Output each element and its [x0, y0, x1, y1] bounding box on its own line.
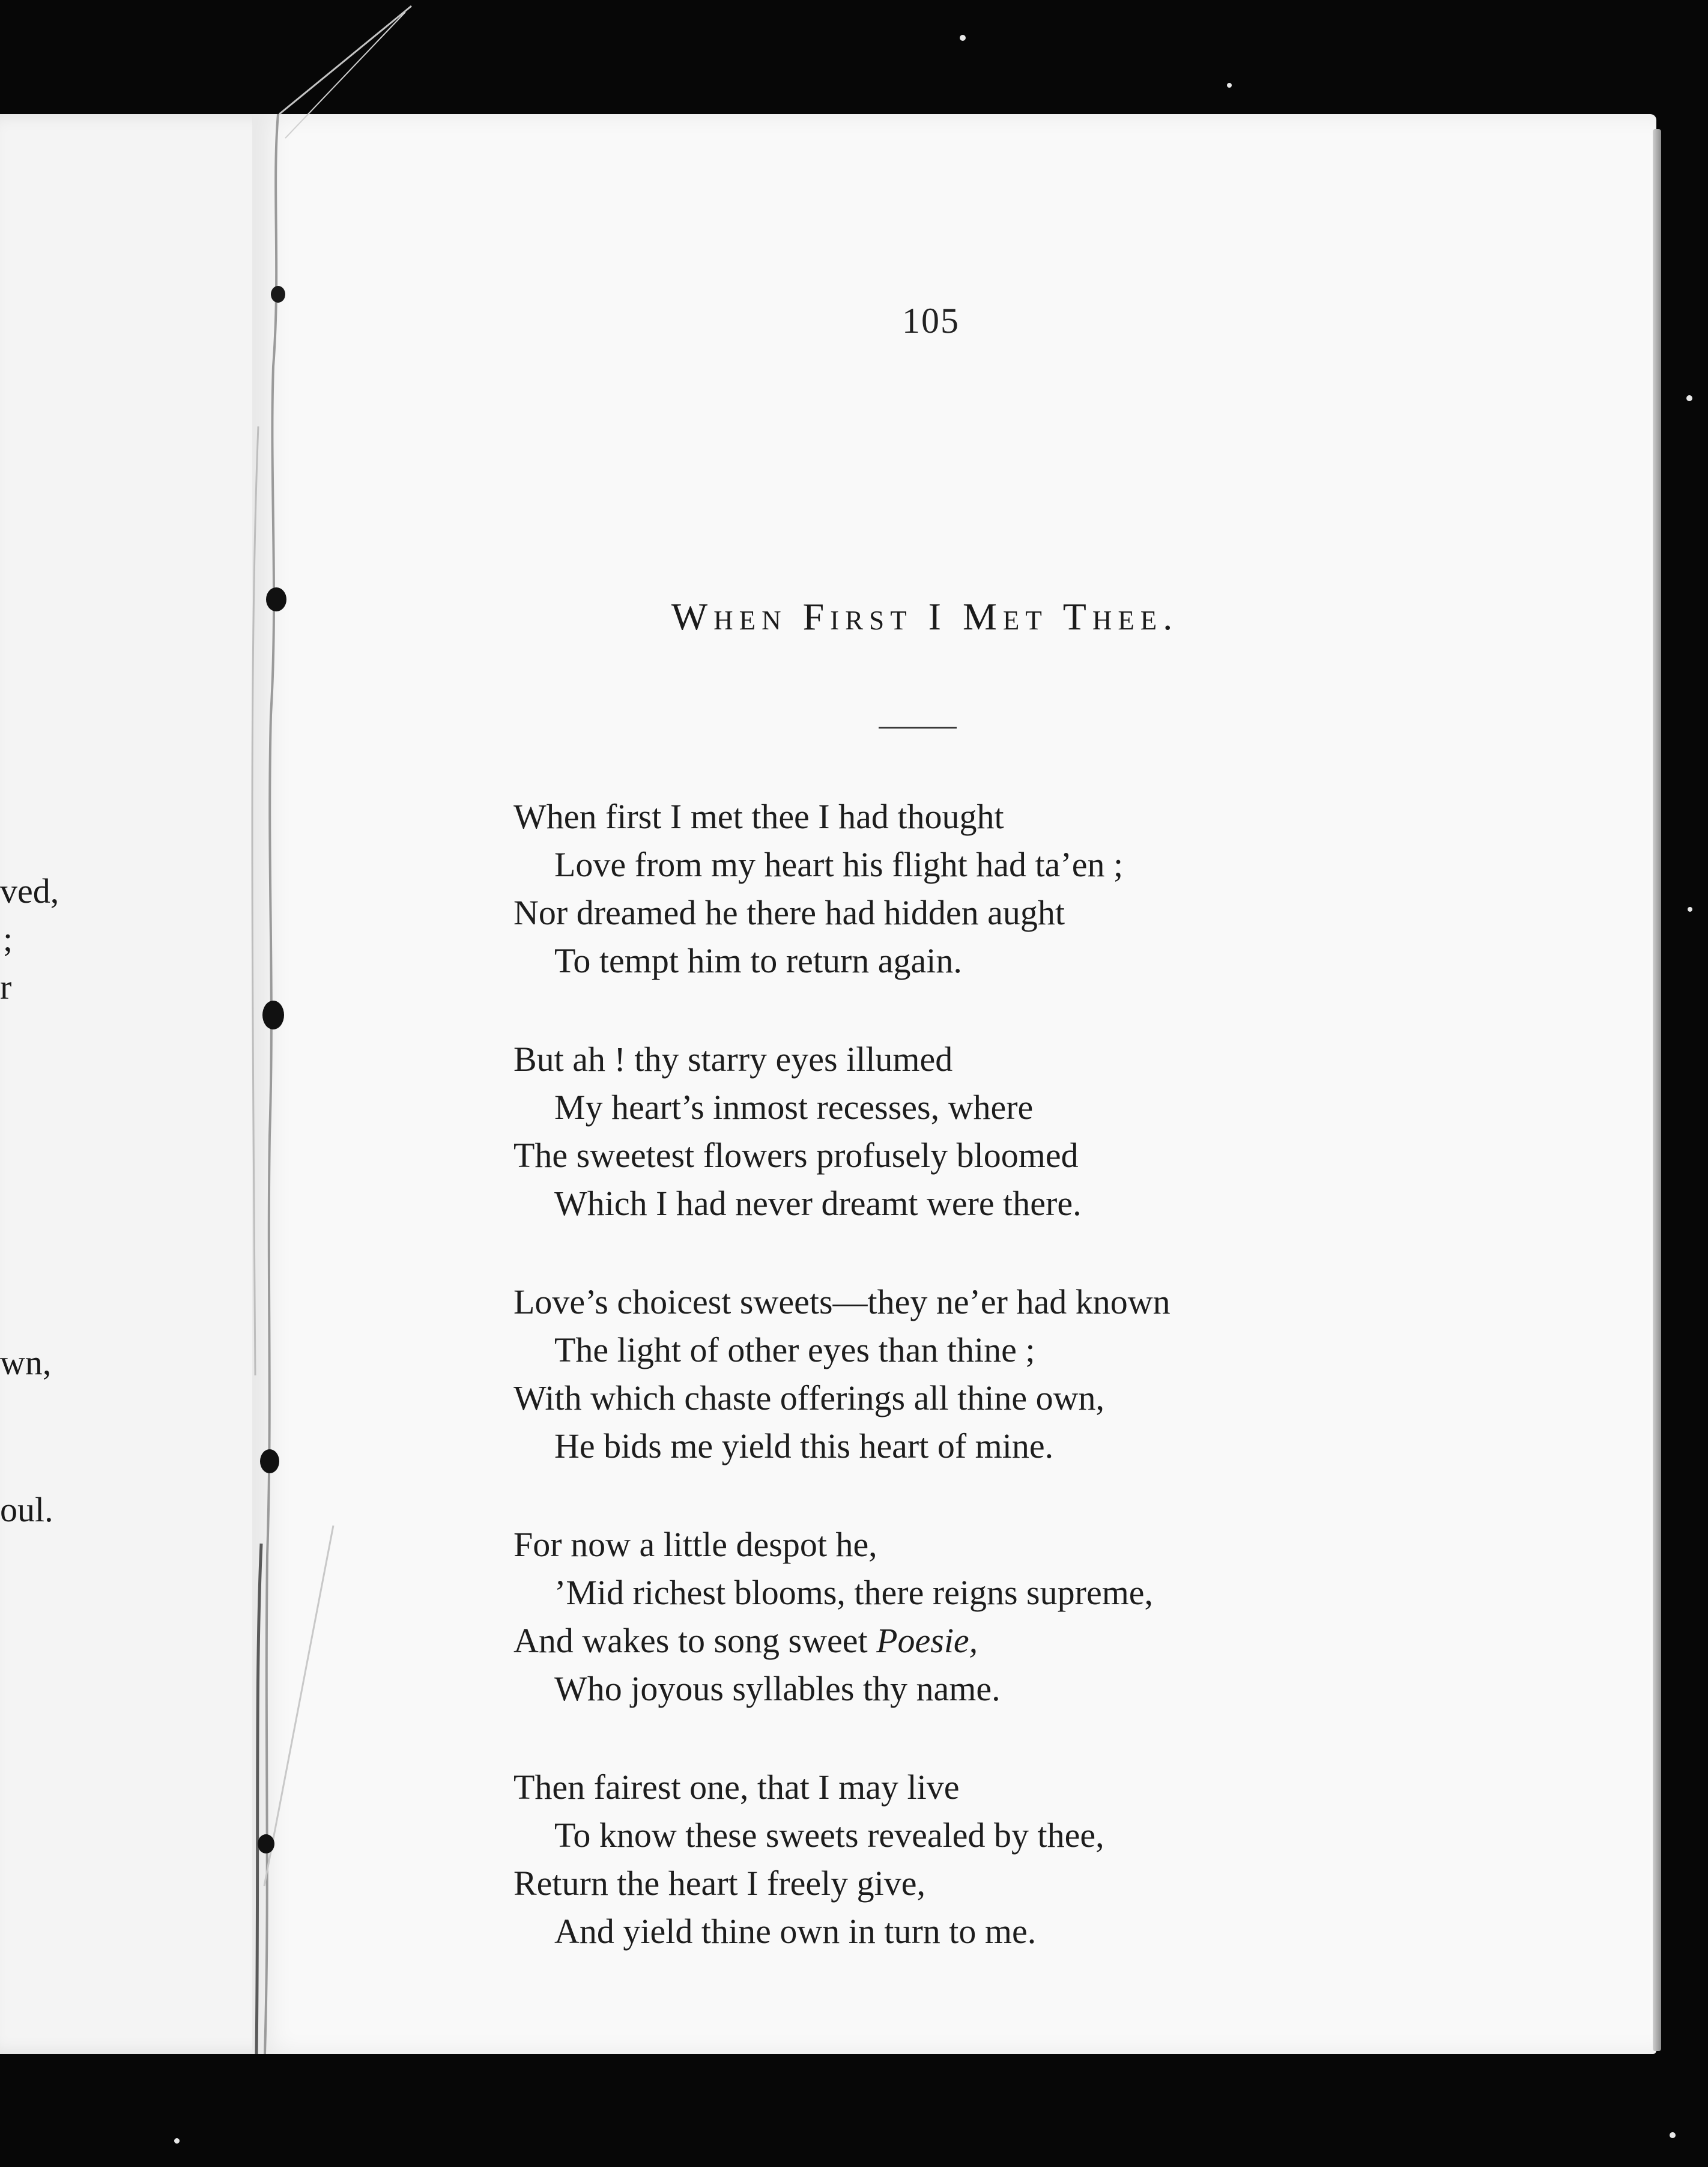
stitch-knot: [262, 1001, 284, 1029]
poem-line: The sweetest flowers profusely bloomed: [513, 1136, 1079, 1175]
stitch-knot: [260, 1449, 279, 1473]
poem-body: [513, 793, 1366, 2006]
dust-speck: [174, 2138, 180, 2144]
stanza-1: [513, 793, 1366, 985]
dust-speck: [1227, 83, 1232, 88]
binding-stitches: [243, 114, 285, 2054]
binding-stitch-drawing: [243, 114, 285, 2054]
stanza-2: [513, 1035, 1366, 1228]
dust-speck: [1688, 907, 1692, 912]
poem-line: When first I met thee I had thought: [513, 797, 1004, 836]
stanza-5: [513, 1763, 1366, 1956]
stanza-4: [513, 1521, 1366, 1713]
poem-line: For now a little despot he,: [513, 1525, 877, 1564]
poem-line: Love’s choicest sweets—they ne’er had known: [513, 1282, 1170, 1321]
poem-line: And yield thine own in turn to me.: [554, 1912, 1037, 1951]
poem-line: ’Mid richest blooms, there reigns supreme,: [554, 1573, 1154, 1612]
title-divider: [879, 727, 957, 729]
left-page-fragment: ;: [3, 920, 13, 959]
poem-line: Return the heart I freely give,: [513, 1864, 926, 1903]
dust-speck: [1670, 2132, 1676, 2138]
stitch-knot: [258, 1834, 274, 1853]
stanza-3: [513, 1278, 1366, 1470]
poem-line: The light of other eyes than thine ;: [554, 1330, 1035, 1369]
poem-line: My heart’s inmost recesses, where: [554, 1088, 1034, 1127]
italic-word: Poesie,: [876, 1621, 978, 1660]
left-page-fragment: ved,: [0, 871, 59, 911]
previous-page: [0, 114, 282, 2054]
poem-line: He bids me yield this heart of mine.: [554, 1426, 1054, 1465]
dust-speck: [960, 35, 966, 41]
poem-line: Then fairest one, that I may live: [513, 1768, 960, 1807]
poem-line: Who joyous syllables thy name.: [554, 1669, 1001, 1708]
left-page-fragment: oul.: [0, 1490, 53, 1529]
poem-line: To know these sweets revealed by thee,: [554, 1816, 1104, 1855]
left-page-fragment: wn,: [0, 1343, 52, 1382]
poem-title: When First I Met Thee.: [671, 595, 1179, 638]
dust-speck: [1686, 395, 1692, 401]
page-number: 105: [902, 301, 960, 341]
poem-line: But ah ! thy starry eyes illumed: [513, 1040, 953, 1079]
poem-line: Which I had never dreamt were there.: [554, 1184, 1082, 1223]
stitch-knot: [271, 286, 285, 303]
poem-line: With which chaste offerings all thine own,: [513, 1378, 1104, 1417]
page-edge: [1653, 129, 1661, 2051]
poem-line: Love from my heart his flight had ta’en ;: [554, 845, 1124, 884]
poem-line-with-italic: [513, 1617, 1366, 1665]
poem-line-text: And wakes to song sweet: [513, 1621, 877, 1660]
stitch-knot: [266, 587, 286, 611]
poem-line: Nor dreamed he there had hidden aught: [513, 893, 1065, 932]
poem-line: To tempt him to return again.: [554, 941, 962, 980]
left-page-fragment: r: [0, 968, 12, 1007]
